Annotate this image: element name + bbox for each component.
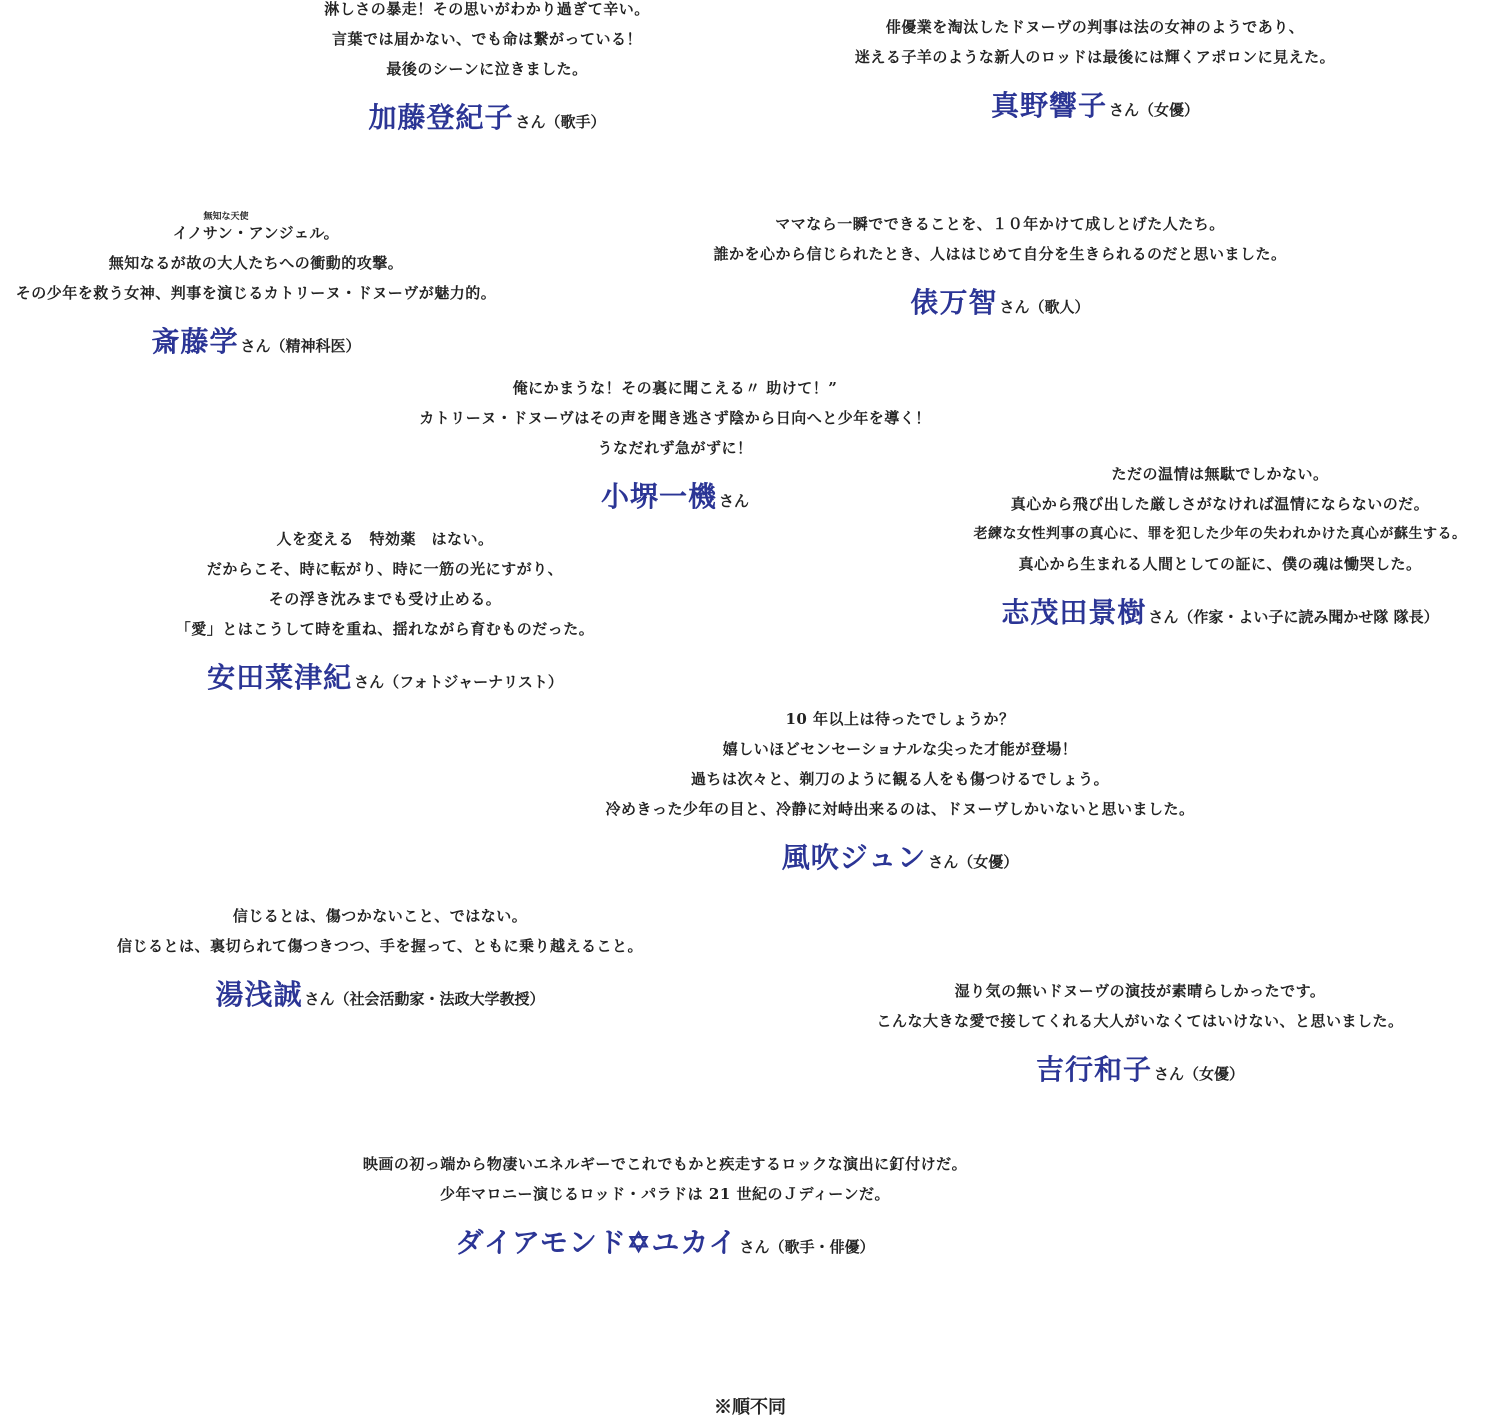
comment-line: ママなら一瞬でできることを、１０年かけて成しとげた人たち。 bbox=[775, 215, 1225, 233]
comment-fubuki-jun bbox=[560, 704, 1240, 882]
comment-shimoda-kageki bbox=[935, 459, 1500, 637]
signature bbox=[840, 1050, 1440, 1094]
commenter-title: さん（歌手） bbox=[515, 113, 606, 131]
commenter-name: 安田菜津紀 bbox=[207, 661, 353, 694]
comment-line: うなだれず急がずに！ bbox=[597, 439, 753, 457]
comment-line: 湿り気の無いドヌーヴの演技が素晴らしかったです。 bbox=[954, 982, 1326, 1000]
comment-tawara-machi bbox=[685, 209, 1315, 327]
comment-line: 「愛」とはこうして時を重ね、揺れながら育むものだった。 bbox=[175, 620, 595, 638]
signature bbox=[330, 1223, 1000, 1267]
comment-yasuda-natsuki bbox=[150, 524, 620, 702]
comment-kosakai-kazuki bbox=[375, 373, 975, 521]
commenter-name: 湯浅誠 bbox=[215, 978, 303, 1011]
comment-line: 映画の初っ端から物凄いエネルギーでこれでもかと疾走するロックな演出に釘付けだ。 bbox=[362, 1155, 968, 1173]
comment-line: 嬉しいほどセンセーショナルな尖った才能が登場！ bbox=[722, 740, 1078, 758]
signature bbox=[90, 975, 670, 1019]
signature bbox=[0, 322, 512, 366]
comment-yuasa-makoto bbox=[90, 901, 670, 1019]
commenter-title: さん（精神科医） bbox=[240, 337, 361, 355]
comment-line: 迷える子羊のような新人のロッドは最後には輝くアポロンに見えた。 bbox=[854, 48, 1336, 66]
commenter-name: 真野響子 bbox=[990, 89, 1107, 122]
comment-diamond-yukai bbox=[330, 1149, 1000, 1267]
commenter-name: 風吹ジュン bbox=[781, 841, 927, 874]
signature bbox=[150, 658, 620, 702]
commenter-title: さん bbox=[719, 492, 750, 510]
comment-saito-satoru bbox=[0, 210, 512, 366]
comment-line: こんな大きな愛で接してくれる大人がいなくてはいけない、と思いました。 bbox=[876, 1012, 1404, 1030]
comment-line: カトリーヌ・ドヌーヴはその声を聞き逃さず陰から日向へと少年を導く！ bbox=[419, 409, 931, 427]
signature bbox=[287, 98, 687, 142]
comment-line: イノサン・アンジェル。 bbox=[172, 224, 340, 242]
comment-line: 無知なるが故の大人たちへの衝動的攻撃。 bbox=[108, 254, 404, 272]
commenter-name: 加藤登紀子 bbox=[368, 101, 514, 134]
comment-line: その少年を救う女神、判事を演じるカトリーヌ・ドヌーヴが魅力的。 bbox=[15, 284, 497, 302]
comment-line: ただの温情は無駄でしかない。 bbox=[1111, 465, 1329, 483]
comment-line: 真心から生まれる人間としての証に、僕の魂は慟哭した。 bbox=[1018, 555, 1422, 573]
order-note: ※順不同 bbox=[714, 1397, 786, 1418]
commenter-name: 俵万智 bbox=[910, 286, 998, 319]
signature bbox=[685, 283, 1315, 327]
comment-line: 俳優業を淘汰したドヌーヴの判事は法の女神のようであり、 bbox=[885, 18, 1305, 36]
commenter-title: さん（女優） bbox=[928, 853, 1019, 871]
comment-line: 俺にかまうな！その裏に聞こえる〃 助けて！” bbox=[512, 379, 838, 397]
commenter-title: さん（作家・よい子に読み聞かせ隊 隊長） bbox=[1148, 608, 1439, 626]
comment-line: その浮き沈みまでも受け止める。 bbox=[268, 590, 502, 608]
comment-line: 言葉では届かない、でも命は繋がっている！ bbox=[331, 30, 642, 48]
signature bbox=[790, 86, 1400, 130]
signature bbox=[560, 838, 1240, 882]
signature bbox=[935, 593, 1500, 637]
comment-line: 誰かを心から信じられたとき、人ははじめて自分を生きられるのだと思いました。 bbox=[713, 245, 1287, 263]
comment-line: 老練な女性判事の真心に、罪を犯した少年の失われかけた真心が蘇生する。 bbox=[973, 526, 1467, 542]
commenter-title: さん（社会活動家・法政大学教授） bbox=[304, 990, 545, 1008]
comment-line: 真心から飛び出した厳しさがなければ温情にならないのだ。 bbox=[1010, 495, 1430, 513]
signature bbox=[375, 477, 975, 521]
comment-line: 冷めきった少年の目と、冷静に対峙出来るのは、ドヌーヴしかいないと思いました。 bbox=[605, 800, 1195, 818]
commenter-name: ダイアモンド✡ユカイ bbox=[455, 1226, 738, 1259]
comment-line: 10 年以上は待ったでしょうか？ bbox=[785, 710, 1015, 728]
comment-line: 信じるとは、傷つかないこと、ではない。 bbox=[232, 907, 528, 925]
commenter-title: さん（女優） bbox=[1154, 1065, 1245, 1083]
comment-line: 過ちは次々と、剃刀のように観る人をも傷つけるでしょう。 bbox=[690, 770, 1110, 788]
commenter-title: さん（歌手・俳優） bbox=[739, 1238, 875, 1256]
commenter-name: 小堺一機 bbox=[600, 480, 717, 513]
comment-line: 淋しさの暴走！その思いがわかり過ぎて辛い。 bbox=[324, 0, 650, 18]
commenter-name: 吉行和子 bbox=[1035, 1053, 1152, 1086]
comment-line: 少年マロニー演じるロッド・パラドは 21 世紀のＪディーンだ。 bbox=[439, 1185, 891, 1203]
commenter-title: さん（歌人） bbox=[999, 298, 1090, 316]
comment-kato-tokiko bbox=[287, 0, 687, 142]
comment-line: 最後のシーンに泣きました。 bbox=[386, 60, 588, 78]
comment-line: 人を変える 特効薬 はない。 bbox=[276, 530, 494, 548]
comment-line: だからこそ、時に転がり、時に一筋の光にすがり、 bbox=[206, 560, 564, 578]
ruby-annotation: 無知な天使 bbox=[203, 212, 249, 222]
comment-line: 信じるとは、裏切られて傷つきつつ、手を握って、ともに乗り越えること。 bbox=[116, 937, 644, 955]
comment-yoshiyuki-kazuko bbox=[840, 976, 1440, 1094]
comment-mano-kyoko bbox=[790, 12, 1400, 130]
commenter-title: さん（女優） bbox=[1109, 101, 1200, 119]
commenter-name: 斎藤学 bbox=[151, 325, 239, 358]
commenter-title: さん（フォトジャーナリスト） bbox=[354, 673, 563, 691]
commenter-name: 志茂田景樹 bbox=[1001, 596, 1147, 629]
